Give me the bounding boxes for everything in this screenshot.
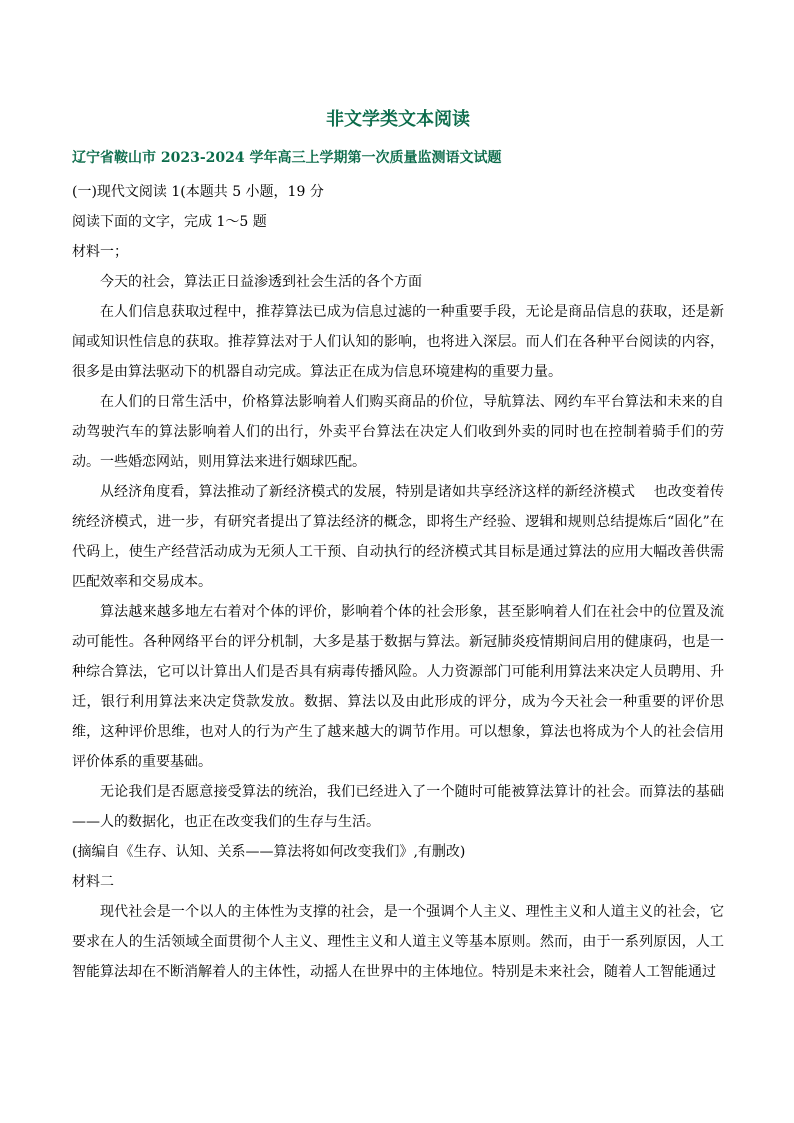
material2-paragraph: 现代社会是一个以人的主体性为支撑的社会，是一个强调个人主义、理性主义和人道主义的社会，它要求在人的生活领域全面贯彻个人主义、理性主义和人道主义等基本原则。然而，由于一系列原因，人工智能算法却在不断消解着人的主体性，动摇人在世界中的主体地位。特别是未来社会，随着人工智能通过 <box>72 904 724 980</box>
section-heading: (一)现代文阅读 1(本题共 5 小题，19 分 <box>72 184 324 200</box>
material1-paragraph: 无论我们是否愿意接受算法的统治，我们已经进入了一个随时可能被算法算计的社会。而算法的基础——人的数据化，也正在改变我们的生存与生活。 <box>72 784 724 830</box>
reading-instruction: 阅读下面的文字，完成 1～5 题 <box>72 214 267 230</box>
material1-label: 材料一； <box>72 244 128 260</box>
document-page <box>72 95 724 987</box>
material2-label: 材料二 <box>72 874 114 890</box>
document-title: 非文学类文本阅读 <box>326 109 470 130</box>
exam-source-title: 辽宁省鞍山市 2023-2024 学年高三上学期第一次质量监测语文试题 <box>72 150 502 166</box>
material1-paragraph: 算法越来越多地左右着对个体的评价，影响着个体的社会形象，甚至影响着人们在社会中的位置及流动可能性。各种网络平台的评分机制，大多是基于数据与算法。新冠肺炎疫情期间启用的健康码，也是一种综合算法，它可以计算出人们是否具有病毒传播风险。人力资源部门可能利用算法来决定人员聘用、升迁，银行利用算法来决定贷款发放。数据、算法以及由此形成的评分，成为今天社会一种重要的评价思维，这种评价思维，也对人的行为产生了越来越大的调节作用。可以想象，算法也将成为个人的社会信用评价体系的重要基础。 <box>72 604 724 770</box>
material1-source: (摘编自《生存、认知、关系——算法将如何改变我们》,有删改) <box>72 844 466 860</box>
material1-paragraph: 今天的社会，算法正日益渗透到社会生活的各个方面 <box>100 274 422 290</box>
material1-paragraph: 在人们信息获取过程中，推荐算法已成为信息过滤的一种重要手段，无论是商品信息的获取，还是新闻或知识性信息的获取。推荐算法对于人们认知的影响，也将进入深层。而人们在各种平台阅读的内容，很多是由算法驱动下的机器自动完成。算法正在成为信息环境建构的重要力量。 <box>72 304 724 380</box>
material1-paragraph: 从经济角度看，算法推动了新经济模式的发展，特别是诸如共享经济这样的新经济模式 也改变着传统经济模式，进一步，有研究者提出了算法经济的概念，即将生产经验、逻辑和规则总结提炼后“固化”在代码上，使生产经营活动成为无须人工干预、自动执行的经济模式其目标是通过算法的应用大幅改善供需匹配效率和交易成本。 <box>72 484 724 590</box>
material1-paragraph: 在人们的日常生活中，价格算法影响着人们购买商品的价位，导航算法、网约车平台算法和未来的自动驾驶汽车的算法影响着人们的出行，外卖平台算法在决定人们收到外卖的同时也在控制着骑手们的劳动。一些婚恋网站，则用算法来进行姻球匹配。 <box>72 394 724 470</box>
